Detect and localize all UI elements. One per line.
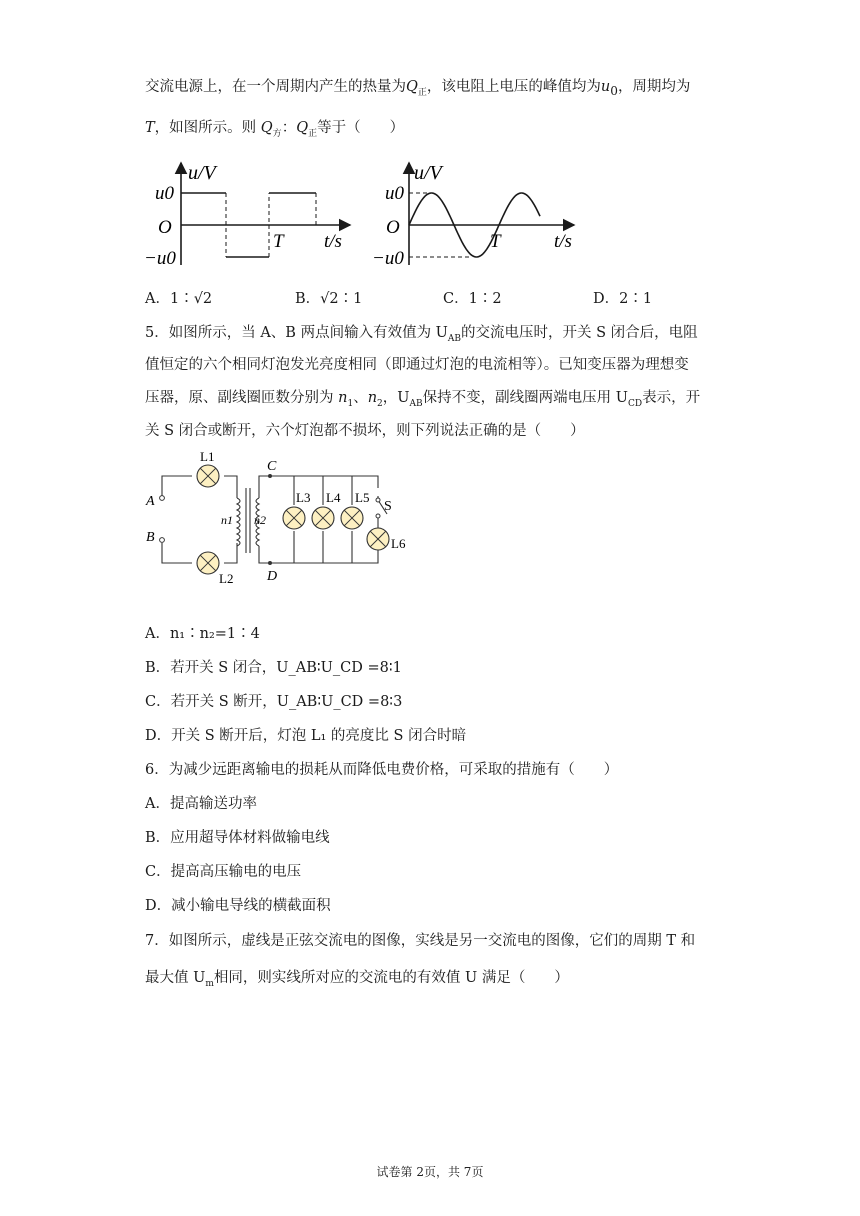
- x-axis-label: t/s: [554, 231, 572, 252]
- page-footer: 试卷第 2页，共 7页: [376, 1165, 484, 1179]
- label-l1: L1: [200, 449, 215, 464]
- q6-stem: 6．为减少远距离输电的损耗从而降低电费价格，可采取的措施有（ ）: [145, 762, 619, 778]
- q4-options: [145, 287, 705, 309]
- q6-option-d[interactable]: D．减小输电导线的横截面积: [145, 898, 331, 914]
- y-axis-label: u/V: [414, 162, 442, 184]
- transformer-circuit-figure: [142, 448, 417, 588]
- q5-stem-line3: 压器，原、副线圈匝数分别为 $n_1$、$n_2$，$U_{AB}$保持不变，副线圈两端电压用 $U_{CD}$表示，开: [145, 390, 701, 409]
- square-wave-figure: [144, 155, 360, 273]
- lamp-l1: [197, 465, 219, 487]
- node-d: [268, 561, 272, 565]
- origin-label: O: [158, 217, 172, 238]
- q5-option-c[interactable]: C．若开关 S 断开，U_AB∶U_CD =8∶3: [145, 694, 403, 710]
- q7-stem-line2: 最大值 $U_m$相同，则实线所对应的交流电的有效值 U 满足（ ）: [145, 970, 569, 989]
- q4-option-a[interactable]: A．1∶√2: [145, 291, 213, 307]
- label-l5: L5: [355, 490, 370, 505]
- q4-stem-line1: 交流电源上，在一个周期内产生的热量为$Q_正$，该电阻上电压的峰值均为$u_0$，周期均为: [145, 79, 691, 98]
- origin-label: O: [386, 217, 400, 238]
- sine-wave-figure: [372, 155, 597, 273]
- q5-option-d[interactable]: D．开关 S 断开后，灯泡 L₁ 的亮度比 S 闭合时暗: [145, 728, 467, 744]
- label-a: A: [146, 494, 155, 509]
- q5-option-a[interactable]: A．n₁∶n₂=1∶4: [145, 626, 260, 642]
- q6-option-c[interactable]: C．提高高压输电的电压: [145, 864, 302, 880]
- q4-option-c[interactable]: C．1∶2: [443, 291, 502, 307]
- q4-option-b[interactable]: B．√2∶1: [295, 291, 363, 307]
- label-l6: L6: [391, 536, 406, 551]
- lamp-l6: [367, 528, 389, 550]
- y-axis-label: u/V: [188, 162, 216, 184]
- terminal-a: [160, 496, 165, 501]
- q6-option-b[interactable]: B．应用超导体材料做输电线: [145, 830, 330, 846]
- period-label: T: [490, 231, 501, 252]
- q5-option-b[interactable]: B．若开关 S 闭合，U_AB∶U_CD =8∶1: [145, 660, 402, 676]
- q5-stem-line2: 值恒定的六个相同灯泡发光亮度相同（即通过灯泡的电流相等）。已知变压器为理想变: [145, 357, 689, 373]
- label-l3: L3: [296, 490, 311, 505]
- primary-coil: [237, 498, 240, 546]
- circuit-svg: [142, 448, 417, 588]
- node-c: [268, 474, 272, 478]
- q6-option-a[interactable]: A．提高输送功率: [145, 796, 257, 812]
- neg-u0-label: −u0: [144, 248, 176, 269]
- label-l2: L2: [219, 571, 234, 586]
- neg-u0-label: −u0: [372, 248, 404, 269]
- q5-stem-line1: 5．如图所示，当 A、B 两点间输入有效值为 $U_{AB}$的交流电压时，开关 S 闭合后，电阻: [145, 325, 698, 344]
- q5-stem-line4: 关 S 闭合或断开，六个灯泡都不损坏，则下列说法正确的是（ ）: [145, 423, 585, 439]
- label-l4: L4: [326, 490, 341, 505]
- label-c: C: [267, 459, 277, 474]
- terminal-b: [160, 538, 165, 543]
- lamp-l3: [283, 507, 305, 529]
- lamp-l5: [341, 507, 363, 529]
- label-s: S: [384, 499, 392, 514]
- label-n1: n1: [221, 513, 233, 527]
- period-label: T: [273, 231, 284, 252]
- q4-stem-line2: T，如图所示。则 $Q_方$：$Q_正$等于（ ）: [145, 120, 405, 139]
- label-n2: n2: [254, 513, 266, 527]
- x-axis-label: t/s: [324, 231, 342, 252]
- lamp-l2: [197, 552, 219, 574]
- q4-option-d[interactable]: D．2∶1: [593, 291, 653, 307]
- lamp-l4: [312, 507, 334, 529]
- q7-stem-line1: 7．如图所示，虚线是正弦交流电的图像，实线是另一交流电的图像，它们的周期 T 和: [145, 933, 696, 949]
- sine-wave-svg: [372, 155, 597, 273]
- label-b: B: [146, 530, 155, 545]
- square-wave-svg: [144, 155, 360, 273]
- u0-label: u0: [155, 183, 174, 204]
- u0-label: u0: [385, 183, 404, 204]
- label-d: D: [267, 569, 278, 584]
